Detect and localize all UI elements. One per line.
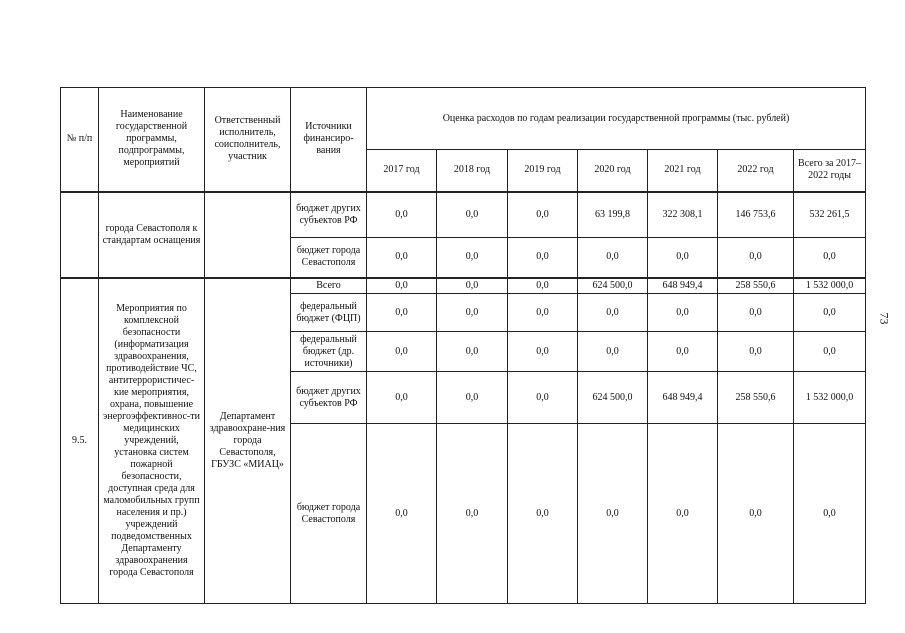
value-cell: 0,0	[794, 238, 866, 278]
header-responsible: Ответственный исполнитель, соисполнитель, участник	[205, 88, 291, 192]
header-total: Всего за 2017–2022 годы	[794, 150, 866, 192]
value-cell: 0,0	[367, 372, 437, 424]
value-cell: 258 550,6	[718, 372, 794, 424]
value-cell: 0,0	[648, 424, 718, 604]
header-year: 2021 год	[648, 150, 718, 192]
value-cell: 0,0	[437, 238, 508, 278]
source-cell: федеральный бюджет (ФЦП)	[291, 294, 367, 332]
value-cell: 0,0	[508, 372, 578, 424]
value-cell: 0,0	[367, 278, 437, 294]
page-number: 73	[877, 312, 892, 325]
value-cell: 0,0	[367, 424, 437, 604]
header-year: 2022 год	[718, 150, 794, 192]
value-cell: 0,0	[508, 294, 578, 332]
item-responsible: Департамент здравоохране-ния города Севастополя, ГБУЗС «МИАЦ»	[205, 278, 291, 604]
value-cell: 0,0	[367, 294, 437, 332]
header-year: 2020 год	[578, 150, 648, 192]
item-name: Мероприятия по комплексной безопасности (информатизация здравоохранения, противодействие ЧС, антитеррористичес-кие мероприятия, охрана, повышение энергоэффективнос-ти медицинских учреждений, установка систем пожарной безопасности, доступная среда для маломобильных групп населения и пр.) учреждений подведомственных Департаменту здравоохранения города Севастополя	[99, 278, 205, 604]
value-cell: 1 532 000,0	[794, 372, 866, 424]
value-cell: 0,0	[718, 424, 794, 604]
value-cell: 0,0	[367, 192, 437, 238]
value-cell: 0,0	[794, 424, 866, 604]
header-num: № п/п	[61, 88, 99, 192]
header-year: 2018 год	[437, 150, 508, 192]
value-cell: 0,0	[508, 424, 578, 604]
value-cell: 63 199,8	[578, 192, 648, 238]
value-cell: 0,0	[367, 238, 437, 278]
budget-table	[60, 87, 866, 604]
header-name: Наименование государственной программы, подпрограммы, мероприятий	[99, 88, 205, 192]
value-cell: 648 949,4	[648, 372, 718, 424]
header-estimate: Оценка расходов по годам реализации государственной программы (тыс. рублей)	[367, 88, 866, 150]
value-cell: 0,0	[508, 238, 578, 278]
value-cell: 648 949,4	[648, 278, 718, 294]
header-row	[61, 88, 866, 150]
value-cell: 258 550,6	[718, 278, 794, 294]
value-cell: 0,0	[508, 192, 578, 238]
value-cell: 0,0	[794, 332, 866, 372]
source-cell: Всего	[291, 278, 367, 294]
value-cell: 146 753,6	[718, 192, 794, 238]
cont-responsible	[205, 192, 291, 278]
value-cell: 0,0	[578, 332, 648, 372]
item-num: 9.5.	[61, 278, 99, 604]
value-cell: 624 500,0	[578, 372, 648, 424]
cont-num	[61, 192, 99, 278]
source-cell: бюджет города Севастополя	[291, 238, 367, 278]
value-cell: 0,0	[578, 238, 648, 278]
table-row	[61, 192, 866, 238]
source-cell: бюджет других субъектов РФ	[291, 372, 367, 424]
header-sources: Источники финансиро-вания	[291, 88, 367, 192]
value-cell: 0,0	[437, 332, 508, 372]
value-cell: 532 261,5	[794, 192, 866, 238]
value-cell: 1 532 000,0	[794, 278, 866, 294]
value-cell: 0,0	[578, 294, 648, 332]
value-cell: 0,0	[648, 238, 718, 278]
value-cell: 322 308,1	[648, 192, 718, 238]
value-cell: 0,0	[578, 424, 648, 604]
value-cell: 0,0	[367, 332, 437, 372]
value-cell: 0,0	[437, 278, 508, 294]
value-cell: 0,0	[718, 294, 794, 332]
value-cell: 0,0	[794, 294, 866, 332]
source-cell: бюджет города Севастополя	[291, 424, 367, 604]
value-cell: 0,0	[437, 192, 508, 238]
header-year: 2017 год	[367, 150, 437, 192]
header-year: 2019 год	[508, 150, 578, 192]
value-cell: 0,0	[437, 294, 508, 332]
value-cell: 0,0	[718, 332, 794, 372]
source-cell: федеральный бюджет (др. источники)	[291, 332, 367, 372]
table-row	[61, 278, 866, 294]
value-cell: 0,0	[508, 332, 578, 372]
value-cell: 0,0	[648, 332, 718, 372]
source-cell: бюджет других субъектов РФ	[291, 192, 367, 238]
value-cell: 0,0	[437, 372, 508, 424]
value-cell: 0,0	[437, 424, 508, 604]
cont-name: города Севастополя к стандартам оснащения	[99, 192, 205, 278]
value-cell: 0,0	[718, 238, 794, 278]
value-cell: 0,0	[508, 278, 578, 294]
value-cell: 624 500,0	[578, 278, 648, 294]
value-cell: 0,0	[648, 294, 718, 332]
